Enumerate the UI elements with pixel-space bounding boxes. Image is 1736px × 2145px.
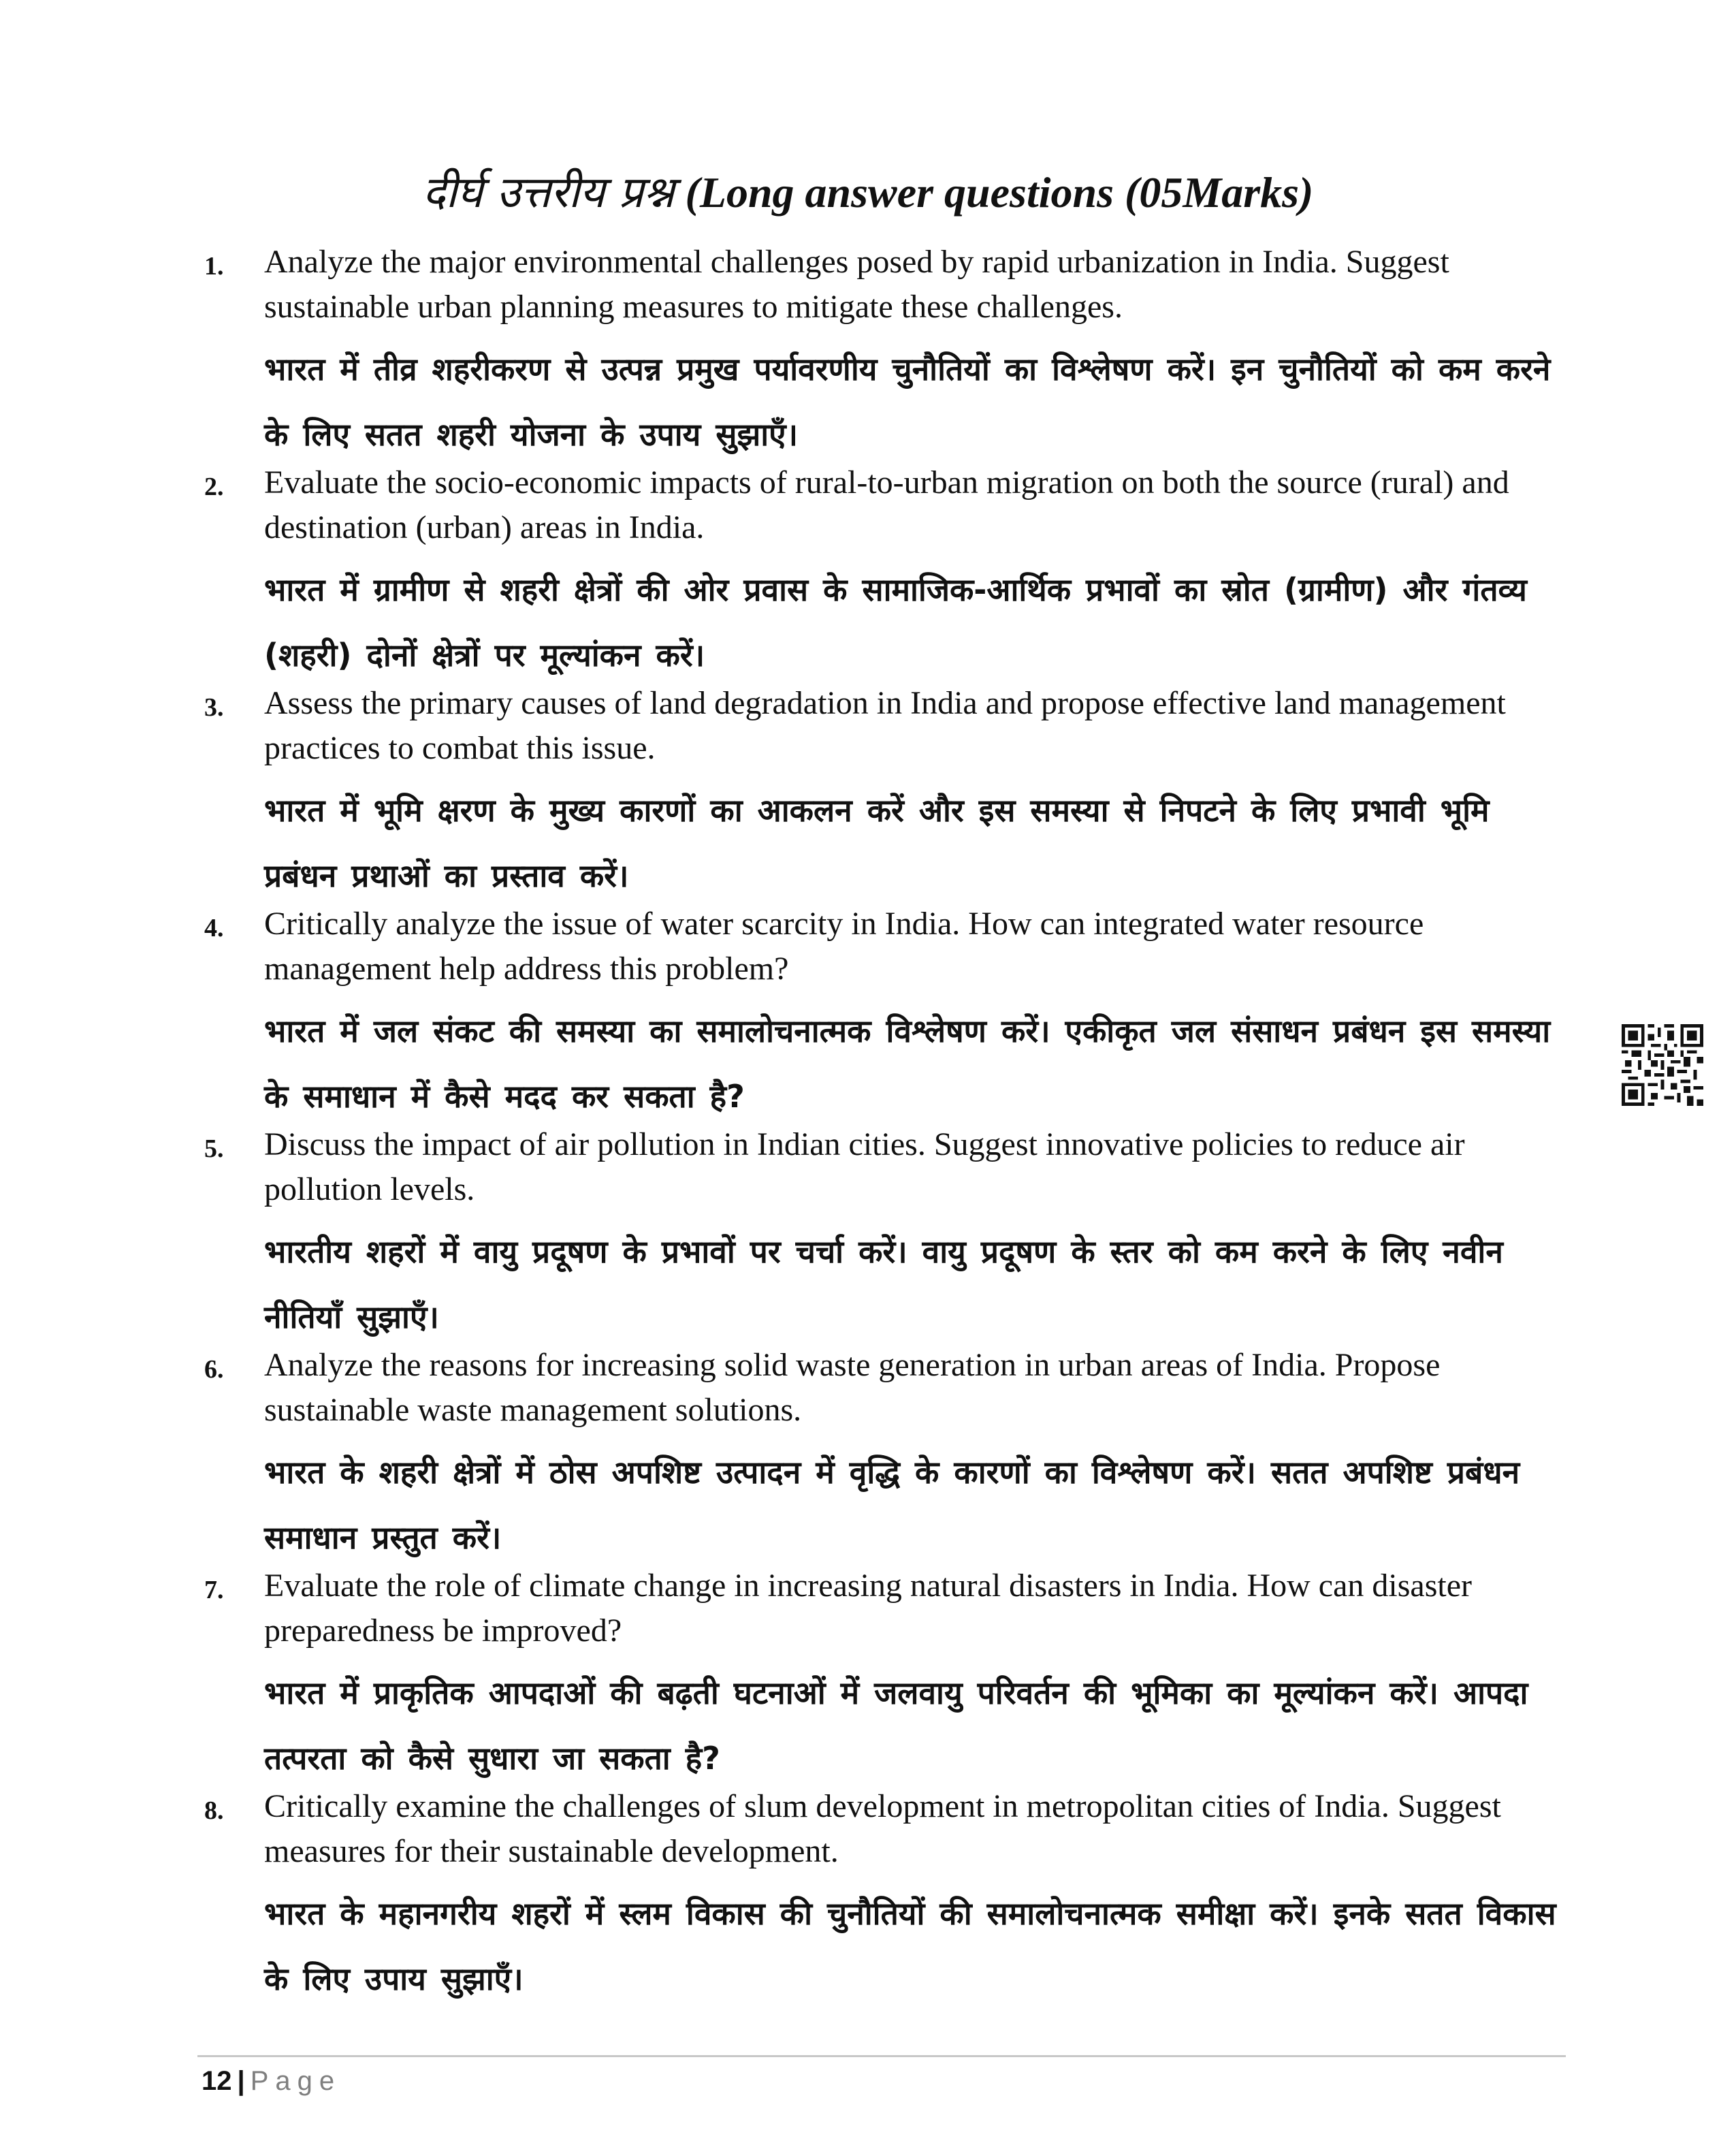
- question-text-english: Evaluate the role of climate change in increasing natural disasters in India. How can disaster preparedness be improved?: [264, 1568, 1473, 1649]
- question-text-english: Evaluate the socio-economic impacts of rural-to-urban migration on both the source (rural) and destination (urban) areas in India.: [264, 464, 1509, 545]
- question-number: 1.: [204, 252, 224, 281]
- question-number: 2.: [204, 473, 224, 501]
- question-text-hindi: भारत में ग्रामीण से शहरी क्षेत्रों की ओर प्रवास के सामाजिक-आर्थिक प्रभावों का स्रोत (ग्रामीण) और गंतव्य (शहरी) दोनों क्षेत्रों पर मूल्यांकन करें।: [264, 571, 1527, 673]
- question-item: [197, 681, 1573, 902]
- question-text-hindi: भारतीय शहरों में वायु प्रदूषण के प्रभावों पर चर्चा करें। वायु प्रदूषण के स्तर को कम करने के लिए नवीन नीतियाँ सुझाएँ।: [264, 1233, 1503, 1335]
- question-item: [197, 902, 1573, 1122]
- question-text-english: Discuss the impact of air pollution in Indian cities. Suggest innovative policies to reduce air pollution levels.: [264, 1126, 1465, 1207]
- question-number: 7.: [204, 1576, 224, 1604]
- page-footer: [202, 2062, 341, 2100]
- question-text-english: Critically examine the challenges of slum development in metropolitan cities of India. Suggest measures for their sustainable development.: [264, 1788, 1501, 1869]
- question-item: [197, 1122, 1573, 1343]
- question-item: [197, 1784, 1573, 2005]
- question-text-hindi: भारत में प्राकृतिक आपदाओं की बढ़ती घटनाओं में जलवायु परिवर्तन की भूमिका का मूल्यांकन करें। आपदा तत्परता को कैसे सुधारा जा सकता है?: [264, 1674, 1528, 1777]
- question-text-hindi: भारत के शहरी क्षेत्रों में ठोस अपशिष्ट उत्पादन में वृद्धि के कारणों का विश्लेषण करें। सतत अपशिष्ट प्रबंधन समाधान प्रस्तुत करें।: [264, 1454, 1520, 1556]
- question-item: [197, 1343, 1573, 1563]
- page-label: Page: [250, 2066, 342, 2096]
- question-number: 4.: [204, 914, 224, 942]
- question-number: 5.: [204, 1134, 224, 1163]
- page-title: [0, 165, 1736, 220]
- question-text-hindi: भारत में जल संकट की समस्या का समालोचनात्मक विश्लेषण करें। एकीकृत जल संसाधन प्रबंधन इस समस्या के समाधान में कैसे मदद कर सकता है?: [264, 1013, 1551, 1115]
- question-item: [197, 240, 1573, 460]
- question-number: 6.: [204, 1355, 224, 1384]
- question-text-english: Analyze the major environmental challenges posed by rapid urbanization in India. Suggest sustainable urban planning measures to mitigate these challenges.: [264, 244, 1449, 325]
- question-text-english: Analyze the reasons for increasing solid waste generation in urban areas of India. Propose sustainable waste management solutions.: [264, 1347, 1441, 1428]
- footer-separator: |: [237, 2066, 245, 2096]
- footer-divider: [197, 2055, 1566, 2057]
- question-list: [197, 240, 1573, 2005]
- question-item: [197, 1563, 1573, 1784]
- question-text-hindi: भारत में भूमि क्षरण के मुख्य कारणों का आकलन करें और इस समस्या से निपटने के लिए प्रभावी भूमि प्रबंधन प्रथाओं का प्रस्ताव करें।: [264, 792, 1490, 894]
- question-text-hindi: भारत के महानगरीय शहरों में स्लम विकास की चुनौतियों की समालोचनात्मक समीक्षा करें। इनके सतत विकास के लिए उपाय सुझाएँ।: [264, 1895, 1556, 1997]
- page-number: 12: [202, 2066, 232, 2096]
- question-text-hindi: भारत में तीव्र शहरीकरण से उत्पन्न प्रमुख पर्यावरणीय चुनौतियों का विश्लेषण करें। इन चुनौतियों को कम करने के लिए सतत शहरी योजना के उपाय सुझाएँ।: [264, 351, 1551, 453]
- question-text-english: Assess the primary causes of land degradation in India and propose effective land management practices to combat this issue.: [264, 685, 1506, 766]
- page-title-english: (Long answer questions (05Marks): [685, 168, 1314, 217]
- question-item: [197, 460, 1573, 681]
- question-number: 3.: [204, 693, 224, 722]
- question-number: 8.: [204, 1796, 224, 1825]
- page-title-hindi: दीर्घ उत्तरीय प्रश्न: [422, 167, 675, 218]
- question-text-english: Critically analyze the issue of water scarcity in India. How can integrated water resource management help address this problem?: [264, 906, 1424, 987]
- qr-code-icon: [1622, 1024, 1703, 1106]
